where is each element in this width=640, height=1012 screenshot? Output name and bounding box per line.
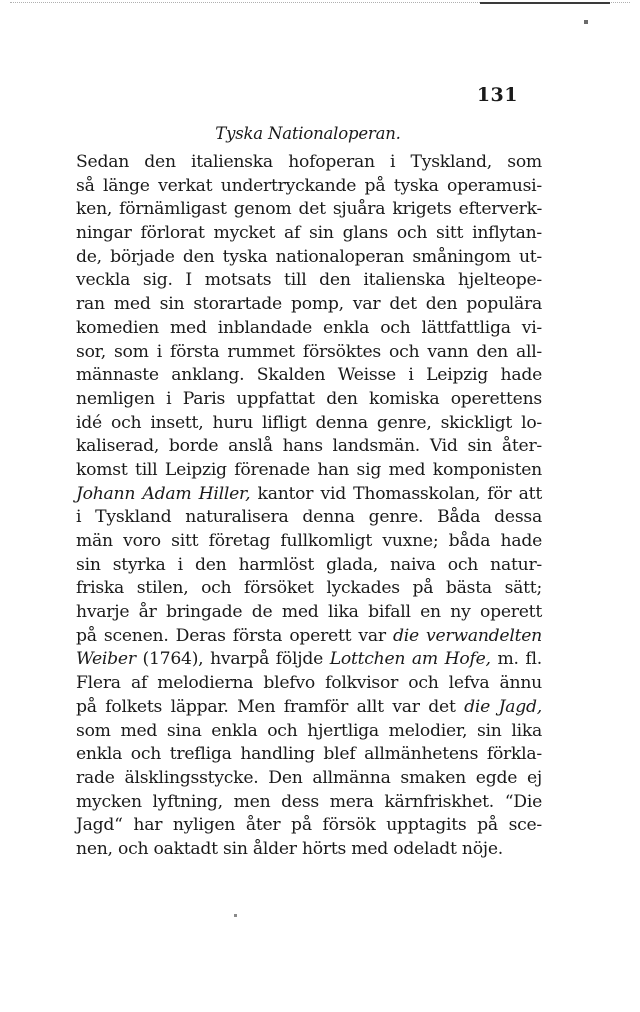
print-speck [234, 914, 237, 917]
section-heading: Tyska Nationaloperan. [215, 124, 401, 143]
text-line: på folkets läppar. Men framför allt var det die Jagd, [76, 696, 542, 717]
text-line: sin styrka i den harmlöst glada, naiva och natur- [76, 554, 542, 575]
text-line: hvarje år bringade de med lika bifall en ny operett [76, 602, 542, 623]
text-line: nen, och oaktadt sin ålder hörts med odeladt nöje. [76, 838, 504, 859]
text-line: männaste anklang. Skalden Weisse i Leipzig hade [76, 365, 542, 386]
text-line: de, började den tyska nationaloperan småningom ut- [76, 246, 542, 267]
body-paragraph [76, 151, 542, 862]
text-line: män voro sitt företag fullkomligt vuxne; båda hade [76, 531, 542, 551]
text-line: Flera af melodierna blefvo folkvisor och lefva ännu [76, 673, 542, 694]
text-line: enkla och trefliga handling blef allmänhetens förkla- [76, 744, 542, 765]
italic-title: Weiber [76, 649, 136, 670]
italic-title: die verwandelten [392, 625, 542, 646]
text-line: på scenen. Deras första operett var die verwandelten [76, 625, 542, 646]
text-line: Weiber (1764), hvarpå följde Lottchen am Hofe, m. fl. [76, 649, 542, 670]
text-line: nemligen i Paris uppfattat den komiska operettens [76, 388, 542, 409]
text-line: ran med sin storartade pomp, var det den populära [76, 294, 542, 315]
text-line: Johann Adam Hiller, kantor vid Thomasskolan, för att [76, 483, 542, 504]
text-line: rade älsklingsstycke. Den allmänna smaken egde ej [76, 767, 542, 788]
text-line: Sedan den italienska hofoperan i Tyskland, som [76, 152, 542, 172]
text-line: kaliserad, borde anslå hans landsmän. Vid sin åter- [76, 436, 542, 457]
text-line: mycken lyftning, men dess mera kärnfriskhet. “Die [76, 791, 542, 812]
italic-name: Johann Adam Hiller, [76, 483, 251, 504]
page-number: 131 [476, 84, 518, 106]
text-line: friska stilen, och försöket lyckades på bästa sätt; [76, 578, 542, 599]
text-line: komedien med inblandade enkla och lättfattliga vi- [76, 317, 542, 338]
text-line: komst till Leipzig förenade han sig med komponisten [76, 459, 542, 480]
text-line: i Tyskland naturalisera denna genre. Båda dessa [76, 507, 542, 528]
text-line: ken, förnämligast genom det sjuåra krigets efterverk- [76, 199, 542, 220]
italic-title: die Jagd, [464, 696, 542, 717]
text-line: idé och insett, huru lifligt denna genre, skickligt lo- [76, 412, 542, 433]
text-line: sor, som i första rummet försöktes och vann den all- [76, 341, 542, 362]
text-line: ningar förlorat mycket af sin glans och sitt inflytan- [76, 223, 542, 244]
text-line: Jagd“ har nyligen åter på försök upptagits på sce- [76, 815, 542, 836]
text-line: som med sina enkla och hjertliga melodier, sin lika [76, 720, 542, 741]
top-edge-rule-dark [480, 2, 610, 4]
text-line: så länge verkat undertryckande på tyska operamusi- [76, 175, 542, 196]
text-line: veckla sig. I motsats till den italienska hjelteope- [76, 270, 542, 291]
italic-title: Lottchen am Hofe, [329, 649, 491, 670]
print-speck [584, 20, 588, 24]
